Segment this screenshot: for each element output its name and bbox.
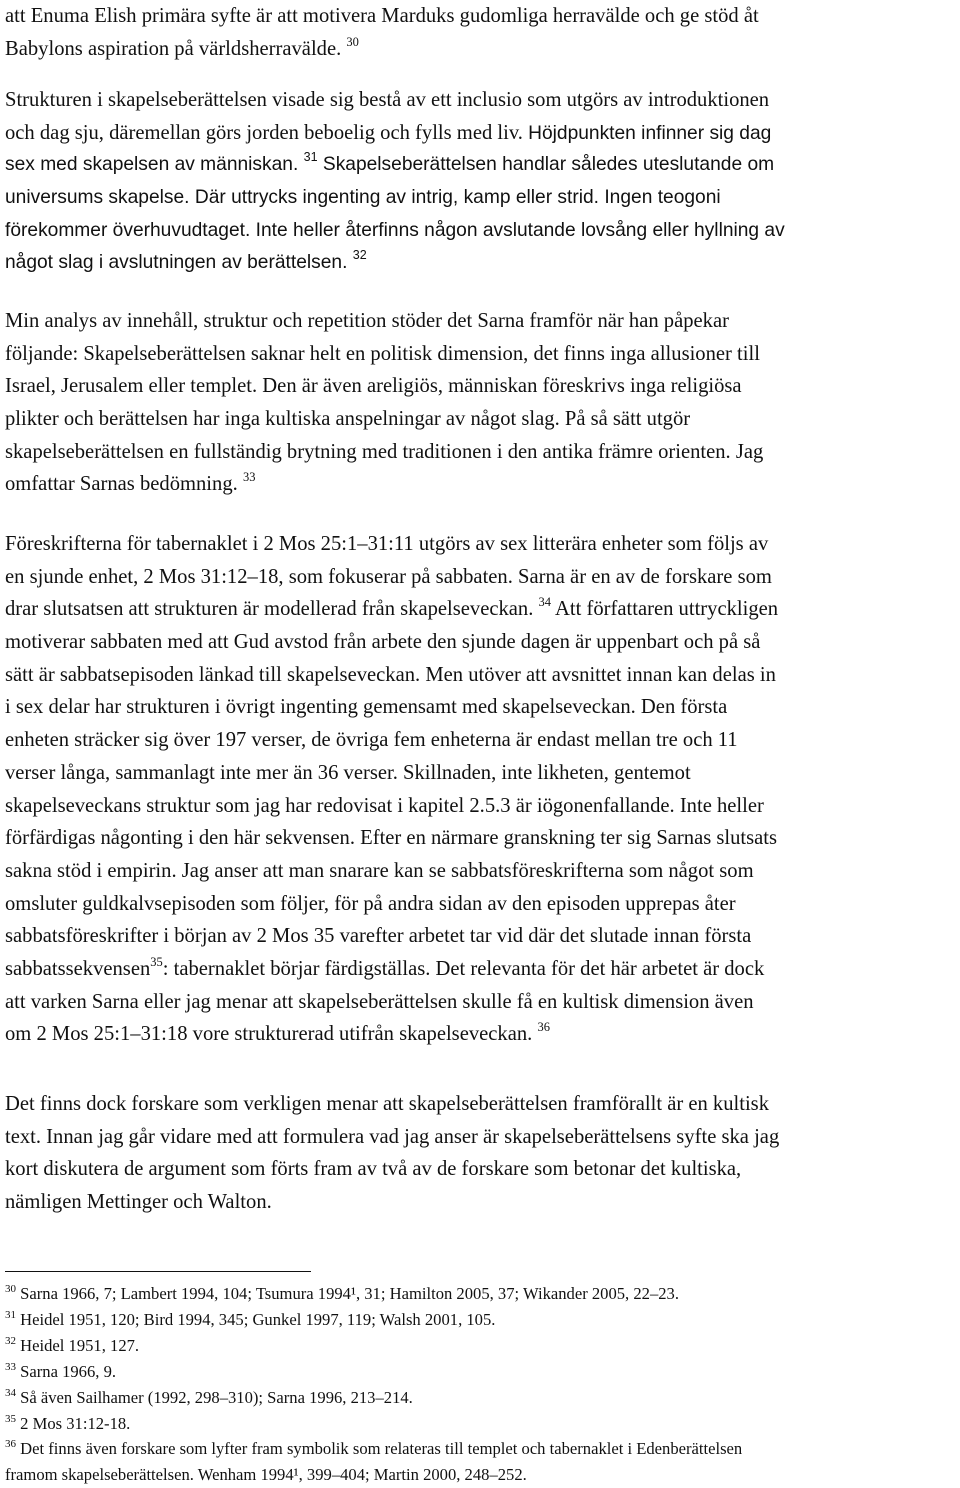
footnotes: [5, 1281, 742, 1488]
text-line: Israel, Jerusalem eller templet. Den är även areligiös, människan föreskrivs inga religiösa: [5, 375, 742, 398]
footnote: [5, 1436, 742, 1462]
text-span: förekommer överhuvudtaget.: [5, 219, 251, 241]
text-line: följande: Skapelseberättelsen saknar helt en politisk dimension, det finns inga allusioner till: [5, 342, 760, 365]
text-line: [5, 182, 785, 215]
text-line: [5, 593, 778, 626]
footnote-text: Det finns även forskare som lyfter fram symbolik som relateras till templet och tabernaklet i Edenberättelsen: [20, 1439, 743, 1459]
paragraph-5: [5, 1088, 779, 1219]
text-line: text. Innan jag går vidare med att formulera vad jag anser är skapelseberättelsens syfte ska jag: [5, 1125, 780, 1148]
footnote-text: Heidel 1951, 127.: [20, 1335, 140, 1355]
footnote-number: 36: [5, 1438, 16, 1451]
text-span: Inte heller återfinns någon avslutande lovsång eller hyllning av: [255, 219, 785, 241]
text-line: Det finns dock forskare som verkligen menar att skapelseberättelsen framförallt är en kultisk: [5, 1093, 769, 1115]
text-span: omfattar Sarnas bedömning.: [5, 473, 238, 496]
text-line: skapelseberättelsen en fullständig brytning med traditionen i den antika främre orienten. Jag: [5, 440, 764, 463]
text-line: en sjunde enhet, 2 Mos 31:12–18, som fokuserar på sabbaten. Sarna är en av de forskare som: [5, 565, 772, 588]
text-line: Min analys av innehåll, struktur och repetition stöder det Sarna framför när han påpekar: [5, 310, 729, 332]
text-span: Skapelseberättelsen handlar således uteslutande om: [322, 154, 775, 176]
footnote: [5, 1385, 742, 1411]
footnote-number: 34: [5, 1386, 16, 1399]
text-span: Att författaren uttryckligen: [555, 598, 779, 621]
footnote-ref-33[interactable]: 33: [242, 470, 256, 485]
text-line: [5, 33, 759, 66]
paragraph-2: [5, 84, 785, 280]
text-line: i sex delar har strukturen i övrigt ingenting gemensamt med skapelseveckan. Den första: [5, 696, 728, 719]
paragraph-3: [5, 305, 763, 501]
footnote-text: Så även Sailhamer (1992, 298–310); Sarna 1996, 213–214.: [20, 1387, 413, 1407]
text-span: sabbatssekvensen: [5, 957, 151, 980]
footnote-continuation: framom skapelseberättelsen. Wenham 1994¹, 399–404; Martin 2000, 248–252.: [5, 1465, 527, 1485]
footnote-number: 35: [5, 1412, 16, 1425]
footnote: [5, 1281, 742, 1307]
footnote-separator: [5, 1271, 311, 1272]
text-line: [5, 468, 763, 501]
footnote-ref-35[interactable]: 35: [150, 954, 163, 969]
text-line: att Enuma Elish primära syfte är att motivera Marduks gudomliga herravälde och ge stöd åt: [5, 5, 759, 27]
text-line: Strukturen i skapelseberättelsen visade sig bestå av ett inclusio som utgörs av introduktionen: [5, 89, 770, 111]
footnote: [5, 1307, 742, 1333]
footnote-ref-32[interactable]: 32: [352, 248, 367, 263]
text-span: sex med skapelsen av människan.: [5, 154, 299, 176]
text-line: sätt är sabbatsepisoden länkad till skapelseveckan. Men utöver att avsnittet innan kan delas in: [5, 663, 776, 686]
text-span: drar slutsatsen att strukturen är modellerad från skapelseveckan.: [5, 598, 534, 621]
text-line: [5, 117, 785, 150]
footnote-text: Sarna 1966, 9.: [20, 1361, 117, 1381]
footnote-ref-30[interactable]: 30: [346, 34, 359, 49]
text-line: sabbatsföreskrifter i början av 2 Mos 35 varefter arbetet tar vid där det slutade innan första: [5, 925, 752, 948]
text-line: kort diskutera de argument som förts fram av två av de forskare som betonar det kultiska,: [5, 1158, 742, 1181]
text-line: omsluter guldkalvsepisoden som följer, för på andra sidan av den episoden upprepas åter: [5, 892, 736, 915]
footnote-number: 33: [5, 1360, 16, 1373]
text-span: om 2 Mos 25:1–31:18 vore strukturerad utifrån skapelseveckan.: [5, 1023, 533, 1046]
text-line: Föreskrifterna för tabernaklet i 2 Mos 25:1–31:11 utgörs av sex litterära enheter som följs av: [5, 533, 769, 555]
text-line: plikter och berättelsen har inga kultiska anspelningar av något slag. På så sätt utgör: [5, 408, 691, 431]
text-line: skapelseveckans struktur som jag har redovisat i kapitel 2.5.3 är iögonenfallande. Inte heller: [5, 794, 764, 817]
footnote-text: Heidel 1951, 120; Bird 1994, 345; Gunkel 1997, 119; Walsh 2001, 105.: [20, 1309, 496, 1329]
footnote: [5, 1411, 742, 1437]
footnote: [5, 1333, 742, 1359]
footnote-text: 2 Mos 31:12-18.: [20, 1413, 131, 1433]
text-line: [5, 215, 785, 248]
footnote-ref-34[interactable]: 34: [538, 595, 552, 610]
footnote-number: 31: [5, 1308, 16, 1321]
text-span: Babylons aspiration på världsherravälde.: [5, 37, 342, 60]
text-span: : tabernaklet börjar färdigställas. Det relevanta för det här arbetet är dock: [162, 957, 765, 980]
text-span: något slag i avslutningen av berättelsen.: [5, 252, 348, 274]
text-line: verser långa, sammanlagt inte mer än 36 verser. Skillnaden, inte likheten, gentemot: [5, 761, 691, 784]
footnote: [5, 1359, 742, 1385]
text-span: universums skapelse.: [5, 187, 190, 209]
footnote-ref-36[interactable]: 36: [537, 1020, 550, 1035]
text-line: [5, 247, 785, 280]
text-span: och dag sju, däremellan görs jorden beboelig och fylls med liv.: [5, 121, 523, 144]
footnote-ref-31[interactable]: 31: [303, 150, 318, 165]
text-line: nämligen Mettinger och Walton.: [5, 1191, 272, 1214]
text-span: Där uttrycks ingenting av intrig, kamp eller strid.: [194, 187, 599, 209]
text-line: [5, 1018, 778, 1051]
text-span: Höjdpunkten infinner sig dag: [528, 122, 772, 144]
text-line: sakna stöd i empirin. Jag anser att man snarare kan se sabbatsföreskrifterna som något som: [5, 859, 754, 882]
text-line: att varken Sarna eller jag menar att skapelseberättelsen skulle få en kultisk dimension även: [5, 990, 754, 1013]
text-line: förfärdigas någonting i den här sekvensen. Efter en närmare granskning ter sig Sarnas slutsats: [5, 827, 778, 850]
footnote-text: Sarna 1966, 7; Lambert 1994, 104; Tsumura 1994¹, 31; Hamilton 2005, 37; Wikander 2005, 22–23.: [20, 1284, 679, 1303]
text-line: enheten sträcker sig över 197 verser, de övriga fem enheterna är endast mellan tre och 11: [5, 729, 738, 752]
text-line: [5, 953, 778, 986]
footnote-number: 30: [5, 1283, 16, 1295]
text-span: Ingen teogoni: [604, 187, 721, 209]
text-line: [5, 149, 785, 182]
paragraph-4: [5, 528, 778, 1051]
footnote-number: 32: [5, 1334, 16, 1347]
text-line: motiverar sabbaten med att Gud avstod från arbete den sjunde dagen är uppenbart och på så: [5, 631, 761, 654]
paragraph-1: [5, 0, 759, 65]
